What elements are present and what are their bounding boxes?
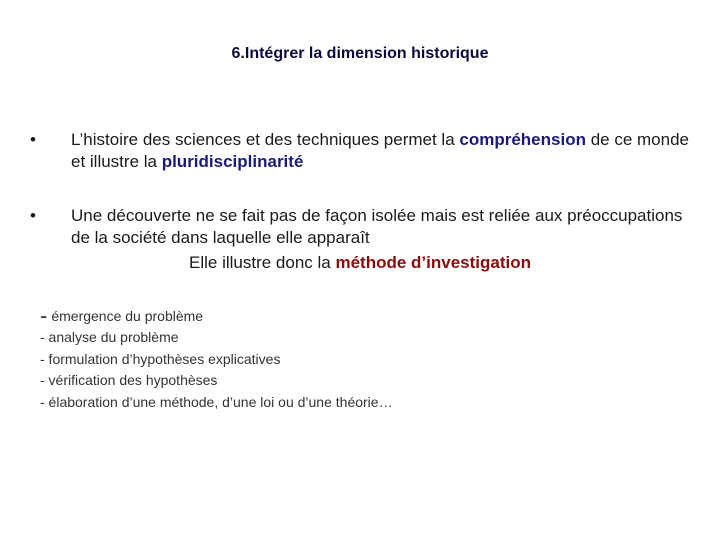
bullet-discovery [30,205,700,249]
bullet-text [71,129,700,173]
emphasis-pluridisciplinarity: pluridisciplinarité [161,152,304,171]
bullet-text-part: de ce monde et illustre la [71,130,689,171]
step-item: - vérification des hypothèses [40,372,218,388]
step-item: - analyse du problème [40,329,179,345]
slide-title: 6.Intégrer la dimension historique [231,45,489,62]
bullet-text: Une découverte ne se fait pas de façon isolée mais est reliée aux préoccupations de la société dans laquelle elle apparaît [71,206,683,247]
method-line-text: Elle illustre donc la [189,253,336,272]
emphasis-investigation-method: méthode d’investigation [335,253,531,272]
bullet-text-part: L’histoire des sciences et des techniques permet la [71,130,460,149]
step-item: - élaboration d’une méthode, d’une loi ou d’une théorie… [40,393,393,410]
emphasis-comprehension: compréhension [459,130,586,149]
step-item: - formulation d’hypothèses explicatives [40,350,281,367]
step-dash: - [40,303,48,328]
step-item [40,305,680,327]
investigation-steps-list [40,305,680,413]
step-text: émergence du problème [51,308,204,324]
bullet-history-of-sciences [30,129,700,173]
bullet-marker: • [30,130,36,149]
method-line [0,253,720,273]
bullet-marker: • [30,206,36,225]
